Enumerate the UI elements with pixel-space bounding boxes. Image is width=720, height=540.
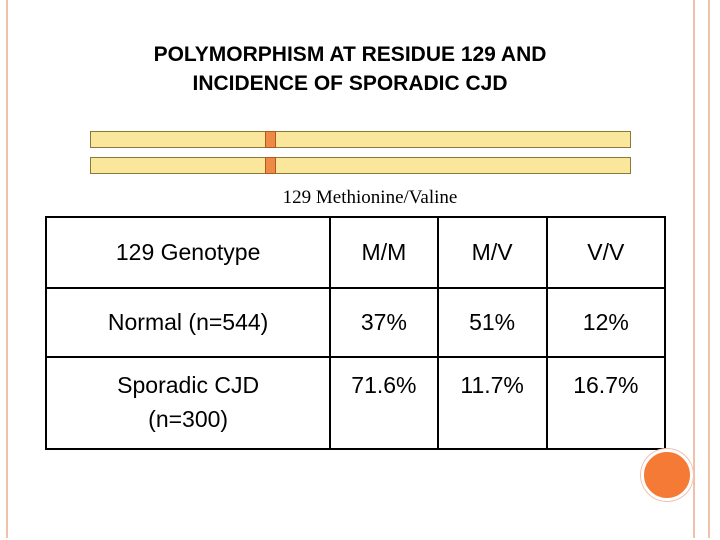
header-cell: M/M [330, 217, 437, 288]
table-cell: 37% [330, 288, 437, 357]
table-cell: 51% [438, 288, 547, 357]
dna-strand-top [90, 131, 631, 148]
residue-marker-top [265, 131, 276, 148]
header-cell: M/V [438, 217, 547, 288]
slide-border-accent [693, 0, 695, 538]
header-cell: 129 Genotype [46, 217, 330, 288]
residue-label: 129 Methionine/Valine [282, 187, 458, 208]
row-label: Normal (n=544) [46, 288, 330, 357]
decorative-circle [641, 449, 693, 501]
table-header-row [46, 217, 665, 288]
genotype-table [45, 216, 666, 450]
residue-marker-bottom [265, 157, 276, 174]
table-cell: 71.6% [330, 357, 437, 449]
title-line-2: INCIDENCE OF SPORADIC CJD [192, 72, 508, 95]
table-cell: 12% [547, 288, 665, 357]
table-row [46, 357, 665, 449]
header-cell: V/V [547, 217, 665, 288]
title-line-1: POLYMORPHISM AT RESIDUE 129 AND [153, 43, 547, 66]
dna-strand-bottom [90, 157, 631, 174]
table-row [46, 288, 665, 357]
table-cell: 16.7% [547, 357, 665, 449]
row-label: Sporadic CJD (n=300) [46, 357, 330, 449]
slide-title [60, 40, 640, 98]
table-cell: 11.7% [438, 357, 547, 449]
